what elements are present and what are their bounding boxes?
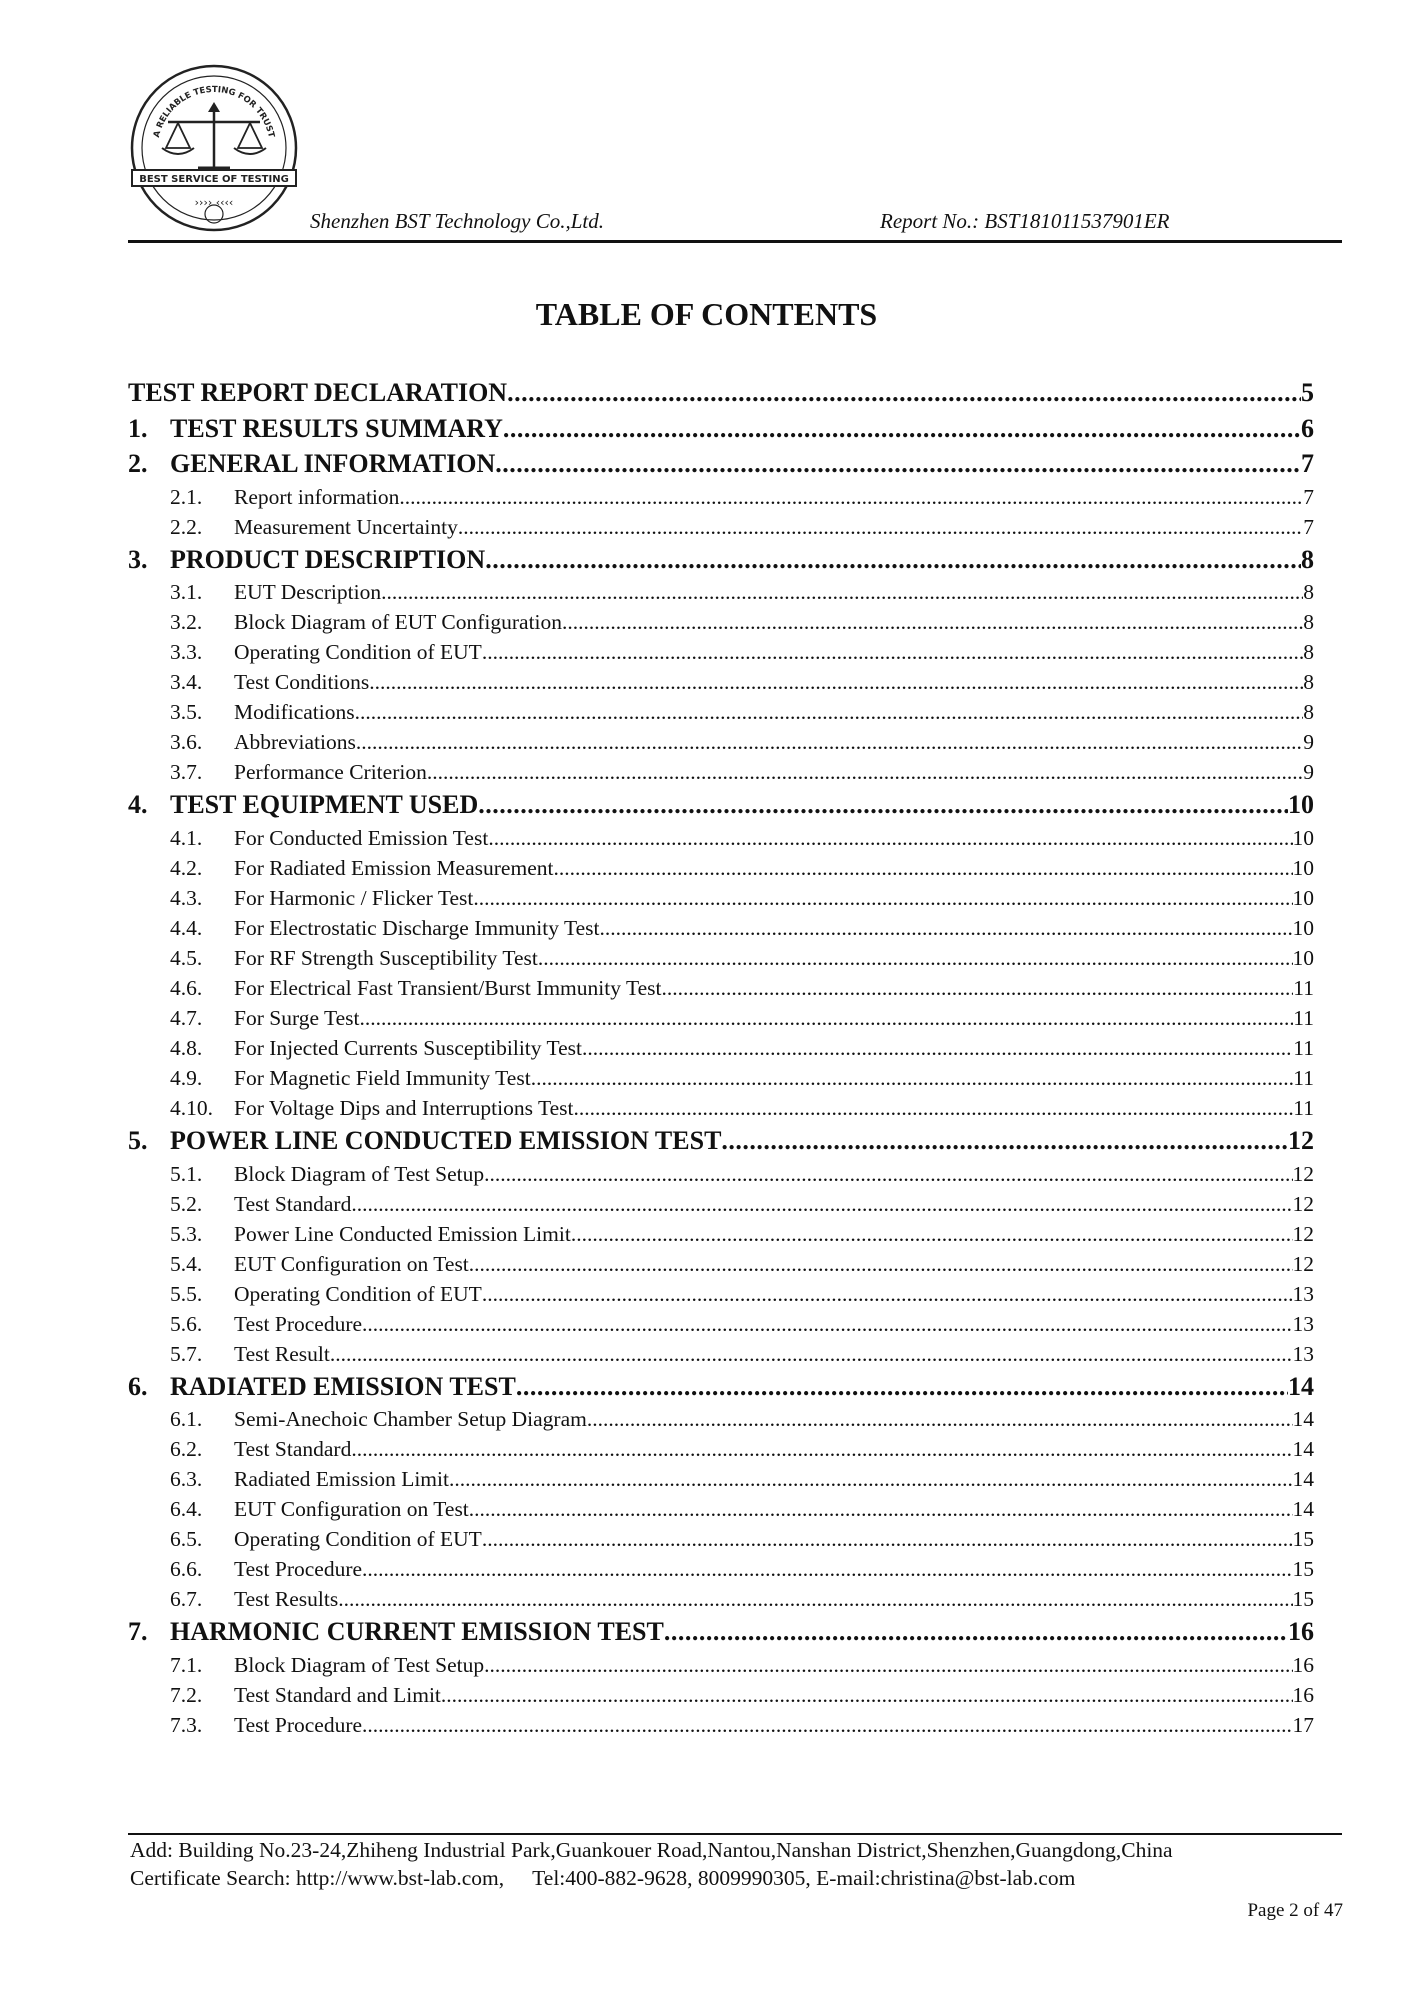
toc-entry-page: 14 (1288, 1371, 1314, 1401)
toc-entry-label: Operating Condition of EUT (234, 1527, 482, 1552)
toc-dot-leader (427, 757, 1303, 787)
toc-entry-label: Modifications (234, 700, 355, 725)
toc-dot-leader (351, 1434, 1292, 1464)
toc-entry-page: 8 (1303, 670, 1314, 695)
toc-entry-label: Abbreviations (234, 730, 356, 755)
svg-text:BEST SERVICE OF TESTING: BEST SERVICE OF TESTING (139, 174, 289, 185)
toc-subsection-entry[interactable] (128, 1003, 1314, 1033)
toc-entry-page: 8 (1301, 544, 1314, 574)
toc-entry-page: 12 (1288, 1125, 1314, 1155)
toc-entry-number: 1. (128, 413, 148, 443)
toc-subsection-entry[interactable] (128, 1584, 1314, 1614)
toc-dot-leader (441, 1680, 1293, 1710)
page-number: Page 2 of 47 (1247, 1900, 1343, 1921)
toc-dot-leader (369, 667, 1303, 697)
toc-entry-number: 7.1. (170, 1652, 203, 1677)
toc-entry-label: PRODUCT DESCRIPTION (170, 544, 486, 574)
toc-entry-label: Test Procedure (234, 1712, 363, 1737)
toc-entry-number: 2. (128, 449, 148, 479)
toc-entry-page: 11 (1293, 1065, 1314, 1090)
toc-entry-label: Measurement Uncertainty (234, 514, 458, 539)
toc-entry-label: Power Line Conducted Emission Limit (234, 1221, 571, 1246)
toc-entry-number: 4.9. (170, 1065, 203, 1090)
toc-entry-number: 6.1. (170, 1407, 203, 1432)
toc-dot-leader (473, 883, 1292, 913)
toc-entry-number: 5.4. (170, 1251, 203, 1276)
toc-entry-page: 6 (1301, 413, 1314, 443)
toc-entry-page: 9 (1303, 730, 1314, 755)
toc-dot-leader (482, 1279, 1293, 1309)
toc-entry-label: EUT Configuration on Test (234, 1497, 469, 1522)
footer-divider (128, 1833, 1342, 1835)
toc-dot-leader (516, 1369, 1288, 1405)
toc-entry-label: For Harmonic / Flicker Test (234, 885, 474, 910)
toc-entry-label: Performance Criterion (234, 760, 427, 785)
toc-entry-number: 5.7. (170, 1341, 203, 1366)
toc-entry-number: 4.8. (170, 1035, 203, 1060)
toc-entry-page: 17 (1292, 1712, 1314, 1737)
toc-dot-leader (482, 1524, 1293, 1554)
toc-dot-leader (538, 943, 1293, 973)
toc-subsection-entry[interactable] (128, 1554, 1314, 1584)
company-name: Shenzhen BST Technology Co.,Ltd. (310, 209, 605, 233)
toc-entry-page: 16 (1288, 1617, 1314, 1647)
toc-entry-page: 12 (1292, 1161, 1314, 1186)
toc-entry-label: For RF Strength Susceptibility Test (234, 945, 538, 970)
toc-subsection-entry[interactable] (128, 1710, 1314, 1740)
toc-entry-number: 3.3. (170, 640, 203, 665)
svg-text:›››› ‹‹‹‹: ›››› ‹‹‹‹ (194, 196, 234, 209)
toc-entry-label: POWER LINE CONDUCTED EMISSION TEST (170, 1125, 722, 1155)
toc-dot-leader (484, 1159, 1292, 1189)
toc-entry-label: For Conducted Emission Test (234, 825, 489, 850)
company-logo (128, 56, 300, 246)
toc-section-entry[interactable] (128, 411, 1314, 447)
toc-entry-label: Block Diagram of Test Setup (234, 1652, 485, 1677)
toc-entry-page: 10 (1292, 855, 1314, 880)
toc-subsection-entry[interactable] (128, 1093, 1314, 1123)
toc-dot-leader (661, 973, 1293, 1003)
toc-subsection-entry[interactable] (128, 697, 1314, 727)
toc-entry-label: Operating Condition of EUT (234, 1281, 482, 1306)
toc-entry-label: For Injected Currents Susceptibility Test (234, 1035, 583, 1060)
toc-section-entry[interactable] (128, 1614, 1314, 1650)
toc-dot-leader (582, 1033, 1293, 1063)
toc-dot-leader (362, 1309, 1292, 1339)
toc-entry-page: 12 (1292, 1251, 1314, 1276)
toc-entry-label: TEST RESULTS SUMMARY (170, 413, 503, 443)
toc-entry-page: 15 (1292, 1557, 1314, 1582)
toc-subsection-entry[interactable] (128, 1219, 1314, 1249)
toc-dot-leader (721, 1123, 1288, 1159)
toc-entry-number: 2.1. (170, 484, 203, 509)
toc-dot-leader (449, 1464, 1293, 1494)
toc-entry-number: 5. (128, 1125, 148, 1155)
toc-entry-number: 5.2. (170, 1191, 203, 1216)
toc-dot-leader (562, 607, 1303, 637)
toc-dot-leader (664, 1614, 1288, 1650)
toc-entry-number: 6.7. (170, 1587, 203, 1612)
toc-dot-leader (503, 411, 1301, 447)
toc-entry-page: 10 (1292, 945, 1314, 970)
toc-entry-label: Test Procedure (234, 1557, 363, 1582)
toc-subsection-entry[interactable] (128, 1434, 1314, 1464)
toc-dot-leader (478, 787, 1288, 823)
toc-entry-number: 6. (128, 1371, 148, 1401)
toc-section-entry[interactable] (128, 542, 1314, 578)
toc-entry-label: For Electrostatic Discharge Immunity Test (234, 915, 600, 940)
table-of-contents (128, 375, 1314, 1740)
toc-dot-leader (399, 482, 1303, 512)
report-number: Report No.: BST181011537901ER (880, 209, 1170, 233)
toc-entry-label: Test Result (234, 1341, 330, 1366)
toc-entry-label: GENERAL INFORMATION (170, 449, 496, 479)
toc-subsection-entry[interactable] (128, 943, 1314, 973)
toc-dot-leader (356, 727, 1303, 757)
toc-subsection-entry[interactable] (128, 637, 1314, 667)
toc-subsection-entry[interactable] (128, 1063, 1314, 1093)
toc-entry-page: 14 (1292, 1497, 1314, 1522)
toc-entry-label: Radiated Emission Limit (234, 1467, 449, 1492)
toc-entry-label: For Surge Test (234, 1005, 360, 1030)
toc-entry-number: 4.7. (170, 1005, 203, 1030)
toc-section-entry[interactable] (128, 1123, 1314, 1159)
toc-dot-leader (600, 913, 1293, 943)
toc-dot-leader (381, 577, 1303, 607)
toc-entry-page: 10 (1292, 825, 1314, 850)
toc-entry-label: Test Standard (234, 1191, 352, 1216)
toc-subsection-entry[interactable] (128, 973, 1314, 1003)
toc-dot-leader (482, 637, 1303, 667)
toc-entry-label: Test Results (234, 1587, 339, 1612)
toc-dot-leader (587, 1404, 1293, 1434)
toc-entry-number: 6.2. (170, 1437, 203, 1462)
toc-entry-number: 4.10. (170, 1095, 213, 1120)
toc-entry-page: 13 (1292, 1311, 1314, 1336)
toc-subsection-entry[interactable] (128, 1159, 1314, 1189)
toc-subsection-entry[interactable] (128, 482, 1314, 512)
toc-entry-number: 3.4. (170, 670, 203, 695)
toc-entry-label: Test Standard (234, 1437, 352, 1462)
toc-entry-page: 14 (1292, 1407, 1314, 1432)
toc-entry-number: 3. (128, 544, 148, 574)
scales-emblem-icon (128, 56, 300, 246)
toc-entry-number: 3.1. (170, 580, 203, 605)
toc-dot-leader (488, 823, 1292, 853)
toc-dot-leader (574, 1093, 1294, 1123)
toc-entry-number: 4.6. (170, 975, 203, 1000)
toc-entry-label: Test Conditions (234, 670, 370, 695)
toc-subsection-entry[interactable] (128, 823, 1314, 853)
toc-dot-leader (531, 1063, 1294, 1093)
toc-entry-page: 16 (1292, 1652, 1314, 1677)
toc-dot-leader (362, 1710, 1292, 1740)
toc-dot-leader (495, 446, 1301, 482)
toc-section-entry[interactable] (128, 446, 1314, 482)
toc-entry-page: 7 (1303, 514, 1314, 539)
toc-subsection-entry[interactable] (128, 1464, 1314, 1494)
toc-subsection-entry[interactable] (128, 1249, 1314, 1279)
toc-entry-number: 7.3. (170, 1712, 203, 1737)
toc-entry-page: 9 (1303, 760, 1314, 785)
toc-entry-page: 14 (1292, 1467, 1314, 1492)
toc-dot-leader (351, 1189, 1292, 1219)
toc-subsection-entry[interactable] (128, 607, 1314, 637)
toc-dot-leader (360, 1003, 1294, 1033)
toc-subsection-entry[interactable] (128, 1189, 1314, 1219)
toc-dot-leader (330, 1339, 1293, 1369)
toc-subsection-entry[interactable] (128, 512, 1314, 542)
toc-entry-page: 14 (1292, 1437, 1314, 1462)
toc-subsection-entry[interactable] (128, 757, 1314, 787)
toc-dot-leader (338, 1584, 1292, 1614)
toc-entry-label: For Magnetic Field Immunity Test (234, 1065, 531, 1090)
toc-entry-page: 11 (1293, 975, 1314, 1000)
toc-entry-number: 6.4. (170, 1497, 203, 1522)
toc-dot-leader (355, 697, 1304, 727)
toc-subsection-entry[interactable] (128, 727, 1314, 757)
toc-entry-page: 11 (1293, 1035, 1314, 1060)
toc-dot-leader (484, 1650, 1292, 1680)
toc-subsection-entry[interactable] (128, 1404, 1314, 1434)
toc-entry-label: For Electrical Fast Transient/Burst Immunity Test (234, 975, 662, 1000)
toc-entry-number: 6.5. (170, 1527, 203, 1552)
toc-subsection-entry[interactable] (128, 1279, 1314, 1309)
toc-entry-number: 3.6. (170, 730, 203, 755)
toc-entry-page: 12 (1292, 1221, 1314, 1246)
toc-entry-page: 7 (1303, 484, 1314, 509)
footer-contact-line (130, 1866, 1075, 1891)
toc-entry-page: 12 (1292, 1191, 1314, 1216)
toc-subsection-entry[interactable] (128, 1494, 1314, 1524)
toc-entry-label: Operating Condition of EUT (234, 640, 482, 665)
toc-entry-label: Block Diagram of Test Setup (234, 1161, 485, 1186)
toc-entry-number: 5.1. (170, 1161, 203, 1186)
header-divider (128, 240, 1342, 243)
toc-entry-page: 5 (1301, 378, 1314, 407)
toc-entry-number: 5.5. (170, 1281, 203, 1306)
toc-dot-leader (362, 1554, 1292, 1584)
toc-subsection-entry[interactable] (128, 913, 1314, 943)
toc-entry-page: 8 (1303, 610, 1314, 635)
svg-text:A RELIABLE TESTING FOR TRUST: A RELIABLE TESTING FOR TRUST (152, 84, 276, 139)
page-title: TABLE OF CONTENTS (535, 296, 878, 332)
toc-dot-leader (458, 512, 1303, 542)
toc-subsection-entry[interactable] (128, 1309, 1314, 1339)
toc-dot-leader (485, 542, 1301, 578)
toc-entry-label: Test Standard and Limit (234, 1682, 441, 1707)
toc-dot-leader (553, 853, 1292, 883)
toc-entry-label: HARMONIC CURRENT EMISSION TEST (170, 1617, 664, 1647)
toc-entry-page: 10 (1288, 790, 1314, 820)
toc-entry-number: 6.3. (170, 1467, 203, 1492)
toc-entry-page: 11 (1293, 1095, 1314, 1120)
toc-entry-label: TEST REPORT DECLARATION (128, 378, 508, 407)
toc-entry-number: 3.5. (170, 700, 203, 725)
toc-entry-number: 7. (128, 1617, 148, 1647)
toc-entry-number: 6.6. (170, 1557, 203, 1582)
toc-entry-number: 3.7. (170, 760, 203, 785)
footer-address: Add: Building No.23-24,Zhiheng Industrial Park,Guankouer Road,Nantou,Nanshan District,Shenzhen,Guangdong,China (130, 1838, 1173, 1862)
toc-entry-page: 7 (1301, 449, 1314, 479)
toc-entry-page: 13 (1292, 1281, 1314, 1306)
toc-dot-leader (571, 1219, 1293, 1249)
toc-entry-label: RADIATED EMISSION TEST (170, 1371, 516, 1401)
toc-entry-number: 4.4. (170, 915, 203, 940)
toc-section-entry[interactable] (128, 1369, 1314, 1405)
toc-entry-page: 16 (1292, 1682, 1314, 1707)
toc-entry-label: TEST EQUIPMENT USED (170, 790, 479, 820)
toc-entry-label: For Radiated Emission Measurement (234, 855, 554, 880)
toc-subsection-entry[interactable] (128, 853, 1314, 883)
toc-subsection-entry[interactable] (128, 577, 1314, 607)
toc-entry-page: 15 (1292, 1587, 1314, 1612)
toc-entry-label: Block Diagram of EUT Configuration (234, 610, 563, 635)
toc-entry-page: 15 (1292, 1527, 1314, 1552)
toc-entry-label: EUT Configuration on Test (234, 1251, 469, 1276)
toc-entry-page: 10 (1292, 885, 1314, 910)
toc-dot-leader (469, 1494, 1293, 1524)
toc-entry-label: Report information (234, 484, 400, 509)
toc-entry-number: 4.1. (170, 825, 203, 850)
toc-subsection-entry[interactable] (128, 1339, 1314, 1369)
toc-subsection-entry[interactable] (128, 883, 1314, 913)
toc-dot-leader (507, 375, 1301, 411)
toc-entry-label: Test Procedure (234, 1311, 363, 1336)
toc-entry-number: 7.2. (170, 1682, 203, 1707)
toc-subsection-entry[interactable] (128, 1033, 1314, 1063)
toc-entry-number: 5.3. (170, 1221, 203, 1246)
toc-subsection-entry[interactable] (128, 1680, 1314, 1710)
toc-entry-number: 2.2. (170, 514, 203, 539)
toc-entry-page: 8 (1303, 580, 1314, 605)
toc-entry-page: 8 (1303, 640, 1314, 665)
toc-subsection-entry[interactable] (128, 667, 1314, 697)
toc-entry-number: 4.3. (170, 885, 203, 910)
toc-entry-page: 11 (1293, 1005, 1314, 1030)
toc-entry-number: 4.5. (170, 945, 203, 970)
toc-entry-page: 13 (1292, 1341, 1314, 1366)
toc-subsection-entry[interactable] (128, 1524, 1314, 1554)
toc-entry-number: 5.6. (170, 1311, 203, 1336)
contact-info: Tel:400-882-9628, 8009990305, E-mail:christina@bst-lab.com (532, 1866, 1076, 1890)
toc-entry-page: 10 (1292, 915, 1314, 940)
toc-entry-number: 4. (128, 790, 148, 820)
toc-entry-number: 3.2. (170, 610, 203, 635)
toc-entry-label: EUT Description (234, 580, 382, 605)
toc-entry-number: 4.2. (170, 855, 203, 880)
toc-section-entry[interactable] (128, 787, 1314, 823)
certificate-search: Certificate Search: http://www.bst-lab.com, (130, 1866, 505, 1890)
toc-entry-label: Semi-Anechoic Chamber Setup Diagram (234, 1407, 587, 1432)
toc-section-entry[interactable] (128, 375, 1314, 411)
toc-entry-page: 8 (1303, 700, 1314, 725)
toc-dot-leader (469, 1249, 1293, 1279)
toc-entry-label: For Voltage Dips and Interruptions Test (234, 1095, 574, 1120)
toc-subsection-entry[interactable] (128, 1650, 1314, 1680)
